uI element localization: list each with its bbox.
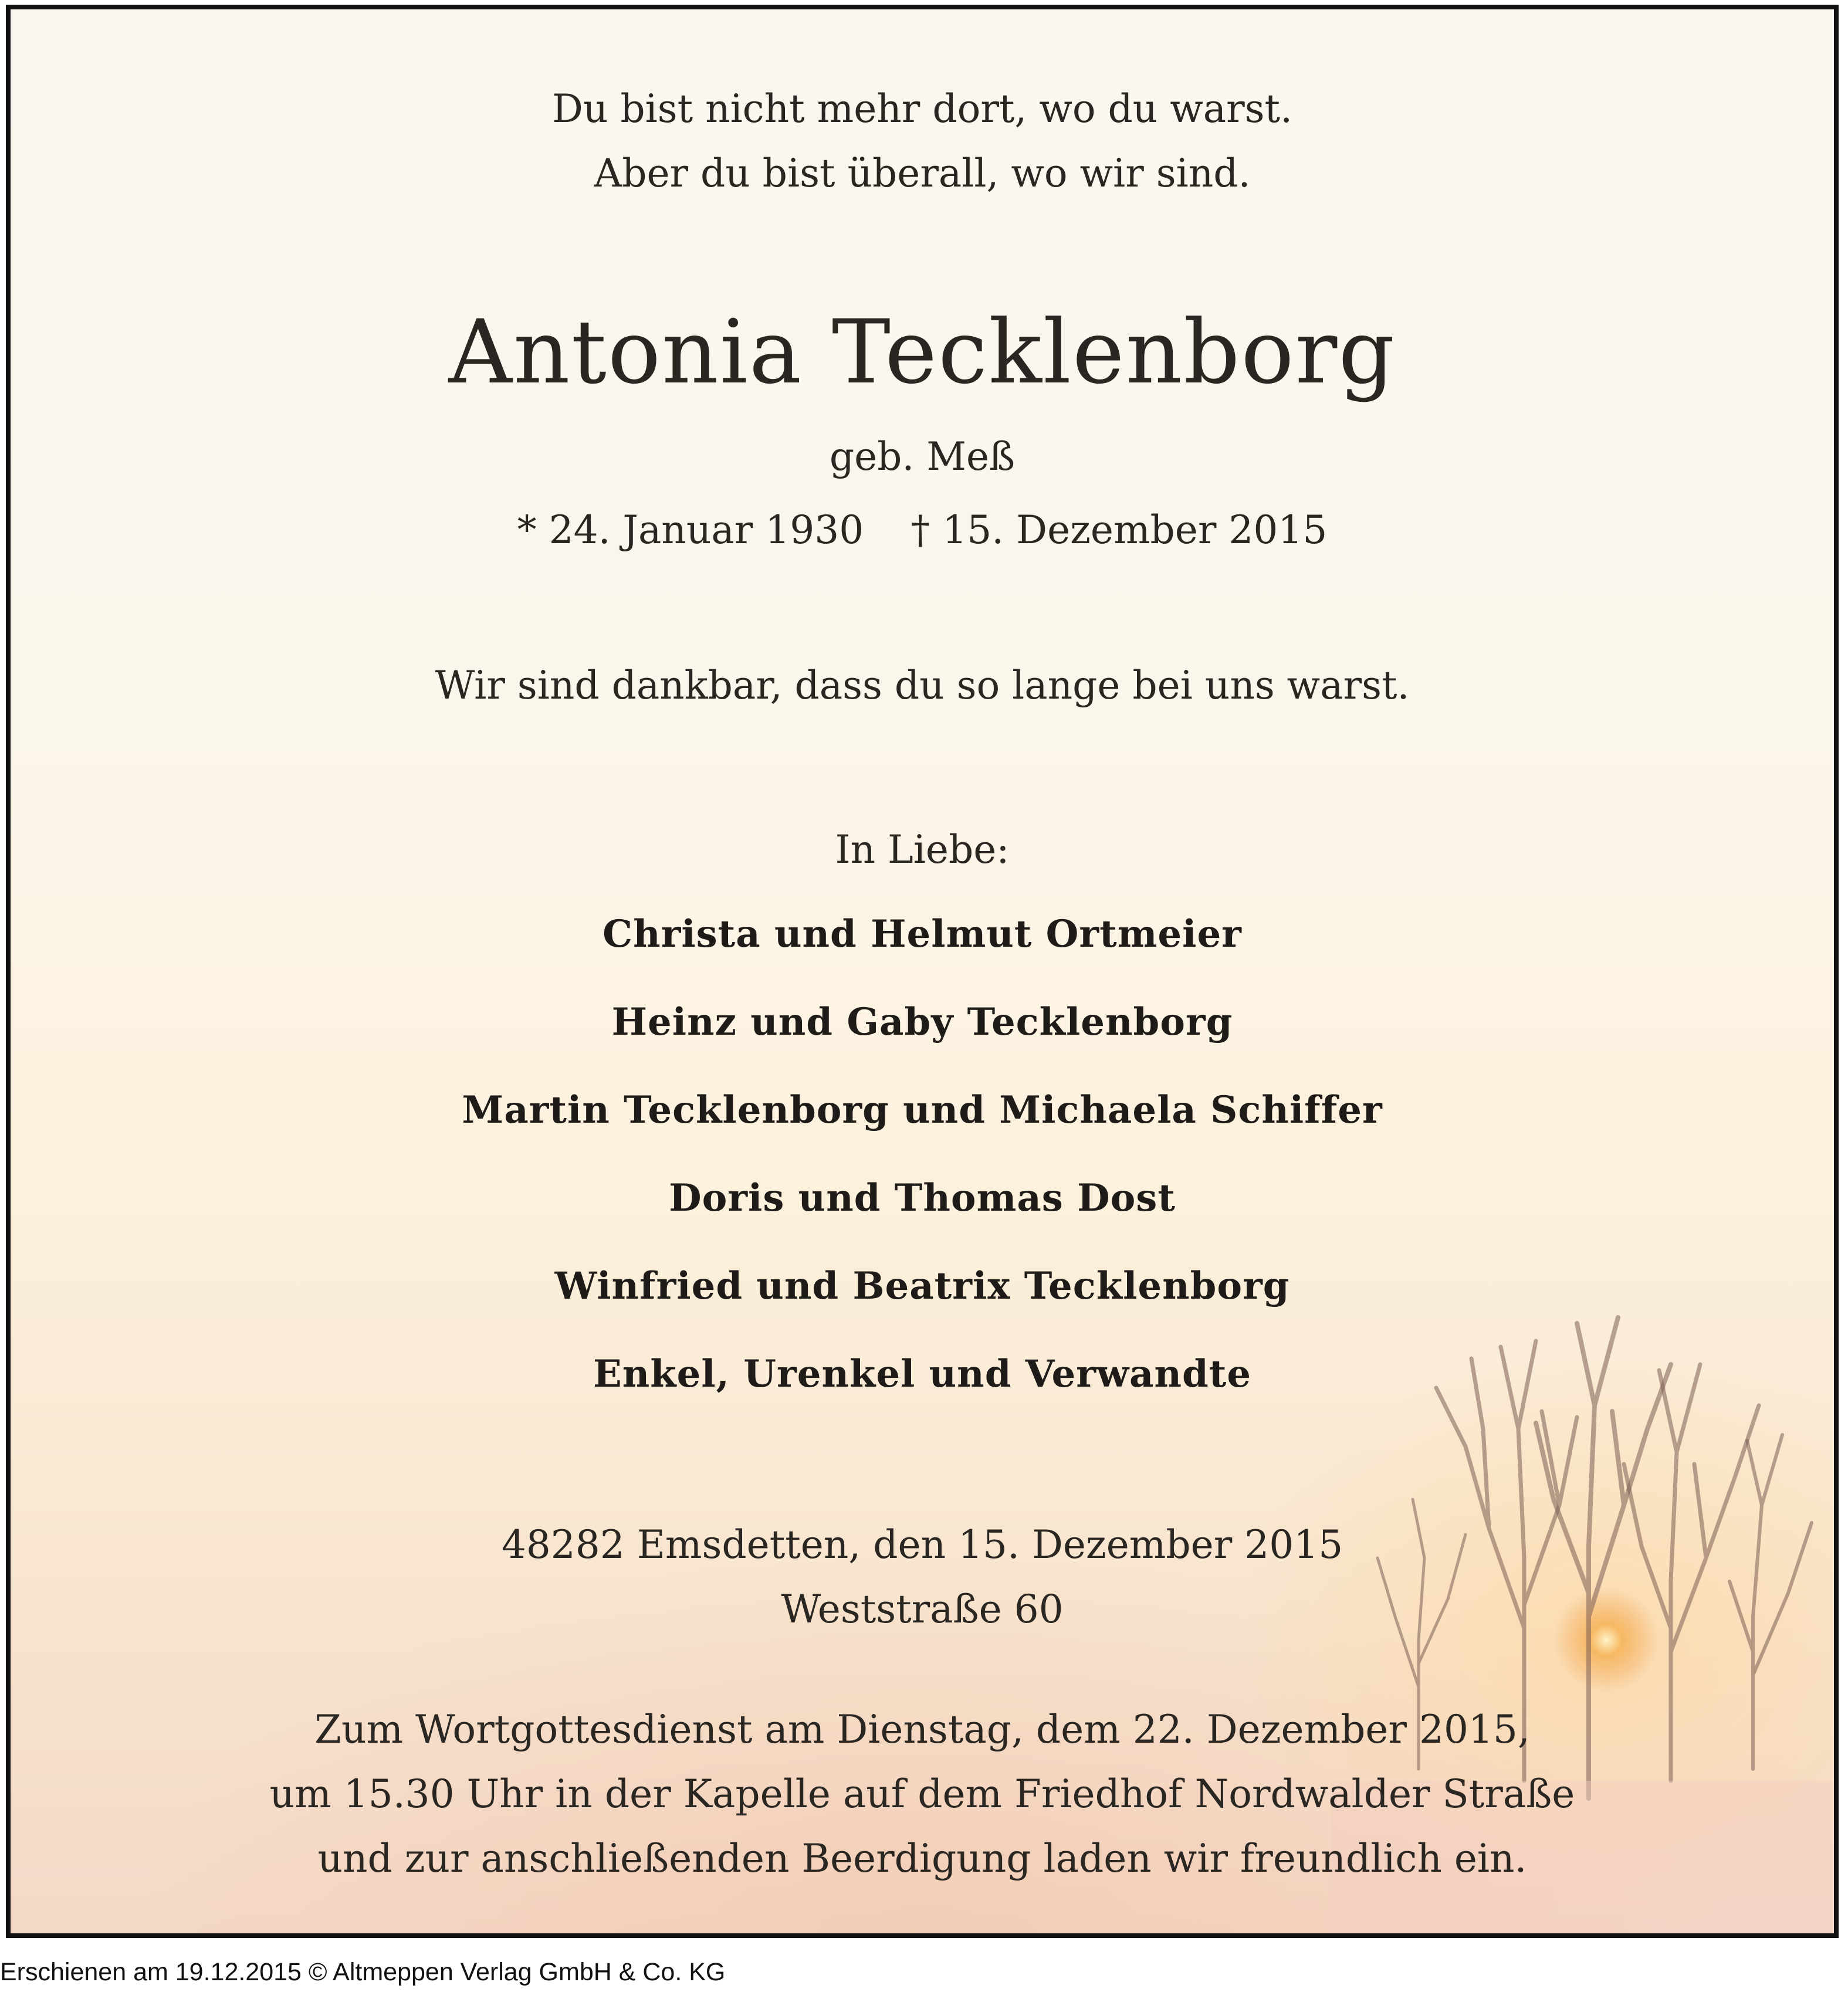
obituary-notice [6, 5, 1839, 1938]
mourner-line: Heinz und Gaby Tecklenborg [611, 1000, 1233, 1044]
birth-name: geb. Meß [829, 434, 1016, 479]
publication-credit: Erschienen am 19.12.2015 © Altmeppen Verlag GmbH & Co. KG [0, 1958, 726, 1986]
birth-date: * 24. Januar 1930 [517, 507, 864, 553]
service-line-1: Zum Wortgottesdienst am Dienstag, dem 22. Dezember 2015, [314, 1707, 1530, 1752]
quote-line-1: Du bist nicht mehr dort, wo du warst. [551, 86, 1293, 131]
deceased-name: Antonia Tecklenborg [448, 301, 1396, 404]
service-line-2: um 15.30 Uhr in der Kapelle auf dem Friedhof Nordwalder Straße [269, 1771, 1575, 1817]
life-dates [11, 507, 1834, 553]
death-date: † 15. Dezember 2015 [911, 507, 1328, 553]
mourner-line: Martin Tecklenborg und Michaela Schiffer [462, 1088, 1383, 1132]
in-love-heading: In Liebe: [835, 827, 1010, 872]
place-date-line: 48282 Emsdetten, den 15. Dezember 2015 [501, 1522, 1343, 1567]
mourner-line: Doris und Thomas Dost [669, 1176, 1176, 1220]
mourner-line: Enkel, Urenkel und Verwandte [593, 1352, 1252, 1396]
quote-line-2: Aber du bist überall, wo wir sind. [594, 151, 1251, 196]
address-line: Weststraße 60 [781, 1587, 1064, 1632]
mourner-line: Winfried und Beatrix Tecklenborg [554, 1264, 1290, 1308]
mourner-line: Christa und Helmut Ortmeier [603, 912, 1242, 956]
gratitude-line: Wir sind dankbar, dass du so lange bei uns warst. [435, 663, 1410, 708]
service-line-3: und zur anschließenden Beerdigung laden wir freundlich ein. [317, 1836, 1527, 1881]
